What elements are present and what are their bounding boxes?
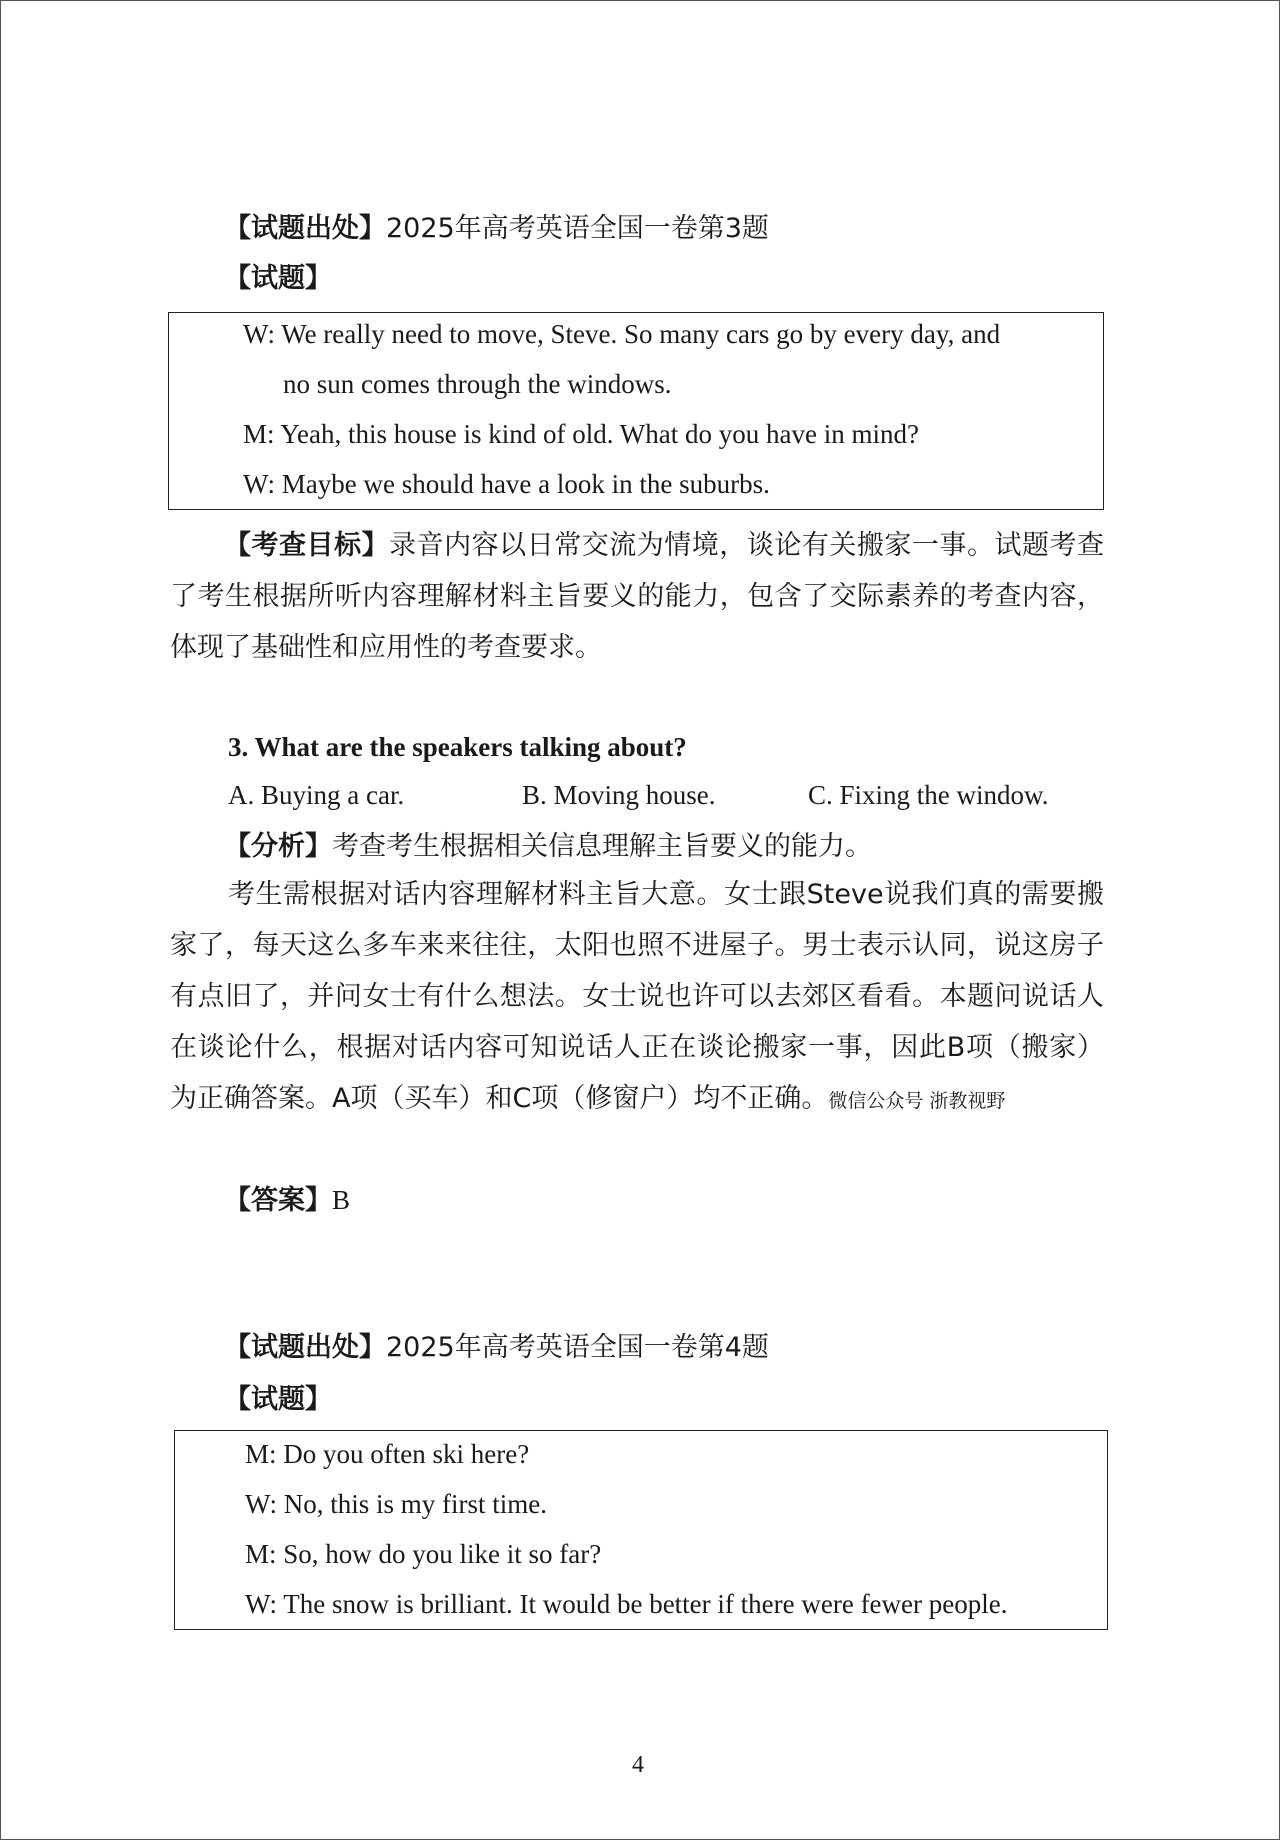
source-heading (224, 211, 769, 246)
dialogue-box-2 (174, 1430, 1108, 1630)
question-label: 【试题】 (224, 1384, 332, 1415)
dialogue-box (168, 312, 1104, 510)
analysis-heading (224, 829, 872, 864)
option-b: B. Moving house. (522, 780, 716, 810)
analysis-text: 考生需根据对话内容理解材料主旨大意。女士跟Steve说我们真的需要搬家了，每天这么多车来来往往，太阳也照不进屋子。男士表示认同，说这房子有点旧了，并问女士有什么想法。女士说也许可以去郊区看看。本题问说话人在谈论什么，根据对话内容可知说话人正在谈论搬家一事，因此B项（搬家）为正确答案。A项（买车）和C项（修窗户）均不正确。 (170, 879, 1104, 1114)
dialogue-line: M: Do you often ski here? (245, 1439, 530, 1469)
dialogue-line: W: The snow is brilliant. It would be better if there were fewer people. (245, 1589, 1008, 1619)
watermark-text: 微信公众号 浙教视野 (828, 1090, 1006, 1112)
dialogue-line: W: Maybe we should have a look in the suburbs. (243, 469, 770, 499)
answer-value: B (332, 1185, 351, 1215)
source-label: 【试题出处】 (224, 1332, 386, 1363)
question-heading (224, 261, 332, 296)
question-label: 【试题】 (224, 263, 332, 294)
answer-label: 【答案】 (224, 1185, 332, 1216)
question-heading-2 (224, 1382, 332, 1417)
analysis-summary: 考查考生根据相关信息理解主旨要义的能力。 (332, 831, 872, 862)
dialogue-line: M: Yeah, this house is kind of old. What do you have in mind? (243, 419, 919, 449)
option-c: C. Fixing the window. (808, 780, 1049, 810)
analysis-label: 【分析】 (224, 831, 332, 862)
source-text: 2025年高考英语全国一卷第3题 (386, 213, 769, 244)
question-text: 3. What are the speakers talking about? (228, 732, 687, 762)
answer-heading (224, 1183, 350, 1218)
source-heading-2 (224, 1330, 769, 1365)
page-number: 4 (632, 1752, 644, 1778)
option-a: A. Buying a car. (228, 780, 405, 810)
dialogue-line: no sun comes through the windows. (283, 369, 672, 399)
objective-label: 【考查目标】 (224, 530, 390, 561)
source-label: 【试题出处】 (224, 213, 386, 244)
analysis-body (170, 869, 1104, 1127)
source-text: 2025年高考英语全国一卷第4题 (386, 1332, 769, 1363)
dialogue-line: W: No, this is my first time. (245, 1489, 547, 1519)
objective-paragraph (170, 520, 1104, 673)
dialogue-line: M: So, how do you like it so far? (245, 1539, 602, 1569)
dialogue-line: W: We really need to move, Steve. So many cars go by every day, and (243, 319, 1001, 349)
objective-text: 录音内容以日常交流为情境，谈论有关搬家一事。试题考查了考生根据所听内容理解材料主旨要义的能力，包含了交际素养的考查内容，体现了基础性和应用性的考查要求。 (170, 530, 1105, 663)
